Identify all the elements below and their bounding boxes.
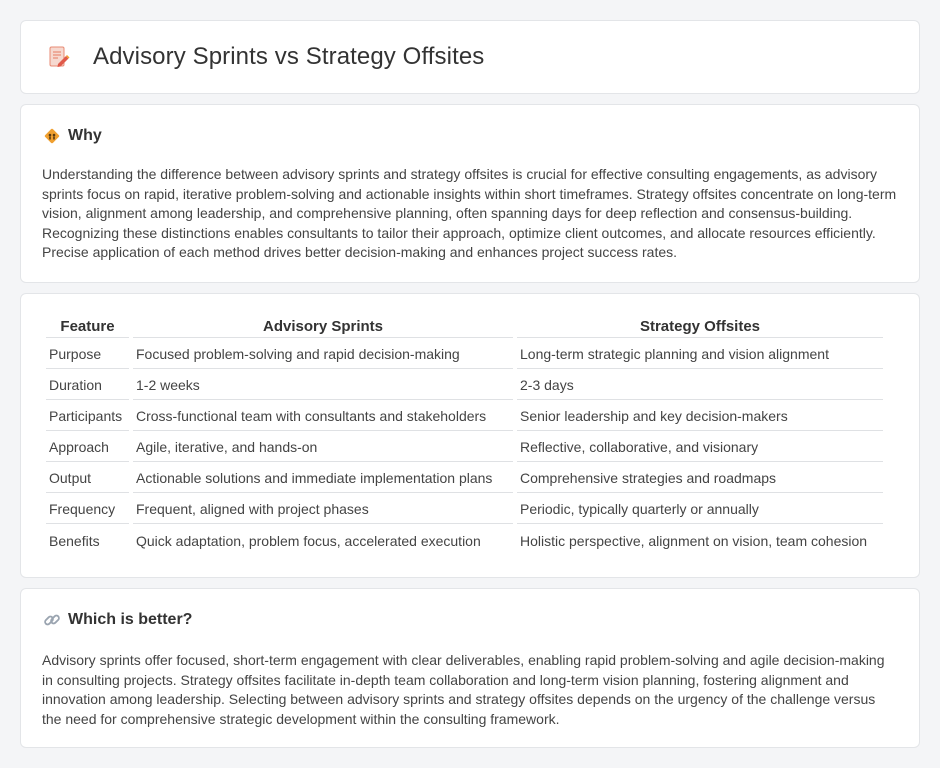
row-advisory: Focused problem-solving and rapid decision-making (133, 340, 513, 369)
row-offsite: Periodic, typically quarterly or annually (517, 495, 883, 524)
row-feature: Purpose (46, 340, 129, 369)
road-sign-icon (43, 127, 61, 145)
table-row (46, 371, 883, 400)
row-offsite: 2-3 days (517, 371, 883, 400)
row-feature: Participants (46, 402, 129, 431)
header-advisory-sprints: Advisory Sprints (133, 314, 513, 338)
row-advisory: Cross-functional team with consultants and stakeholders (133, 402, 513, 431)
header-strategy-offsites: Strategy Offsites (517, 314, 883, 338)
row-offsite: Reflective, collaborative, and visionary (517, 433, 883, 462)
row-offsite: Senior leadership and key decision-makers (517, 402, 883, 431)
which-is-better-section (20, 588, 920, 748)
document-pencil-icon (47, 45, 71, 69)
row-offsite: Long-term strategic planning and vision alignment (517, 340, 883, 369)
better-body: Advisory sprints offer focused, short-term engagement with clear deliverables, enabling rapid problem-solving and agile decision-making in consulting projects. Strategy offsites facilitate in-depth team collaboration and long-term vision planning, fostering alignment and innovation among leadership. Selecting between advisory sprints and strategy offsites depends on the urgency of the challenge versus the need for comprehensive strategic development within the consulting framework. (42, 652, 885, 727)
row-offsite: Holistic perspective, alignment on vision, team cohesion (520, 532, 868, 549)
row-advisory: Frequent, aligned with project phases (133, 495, 513, 524)
page-title: Advisory Sprints vs Strategy Offsites (93, 43, 485, 70)
row-advisory: 1-2 weeks (133, 371, 513, 400)
row-advisory: Quick adaptation, problem focus, accelerated execution (136, 532, 481, 549)
why-body: Understanding the difference between advisory sprints and strategy offsites is crucial for effective consulting engagements, as advisory sprints focus on rapid, iterative problem-solving and actionable insights within short timeframes. Strategy offsites concentrate on long-term vision, alignment among leadership, and comprehensive planning, often spanning days for deep reflection and consensus-building. Recognizing these distinctions enables consultants to tailor their approach, optimize client outcomes, and allocate resources efficiently. Precise application of each method drives better decision-making and enhances project success rates. (42, 166, 897, 261)
why-heading: Why (68, 127, 102, 144)
table-row (46, 433, 883, 462)
table-row (46, 402, 883, 431)
better-heading: Which is better? (68, 611, 193, 628)
table-row (46, 526, 883, 555)
better-heading-row (43, 611, 192, 629)
why-heading-row (43, 127, 102, 145)
table-row (46, 464, 883, 493)
row-advisory: Agile, iterative, and hands-on (133, 433, 513, 462)
comparison-table-section (20, 293, 920, 578)
why-section (20, 104, 920, 283)
table-row (46, 340, 883, 369)
comparison-table (42, 312, 887, 557)
table-row (46, 495, 883, 524)
row-feature: Duration (46, 371, 129, 400)
header-feature: Feature (46, 314, 129, 338)
row-offsite: Comprehensive strategies and roadmaps (517, 464, 883, 493)
row-feature: Frequency (46, 495, 129, 524)
row-feature: Output (46, 464, 129, 493)
row-feature: Approach (46, 433, 129, 462)
link-icon (43, 611, 61, 629)
title-card (20, 20, 920, 94)
row-feature: Benefits (49, 532, 100, 549)
table-header-row (46, 314, 883, 338)
row-advisory: Actionable solutions and immediate implementation plans (133, 464, 513, 493)
